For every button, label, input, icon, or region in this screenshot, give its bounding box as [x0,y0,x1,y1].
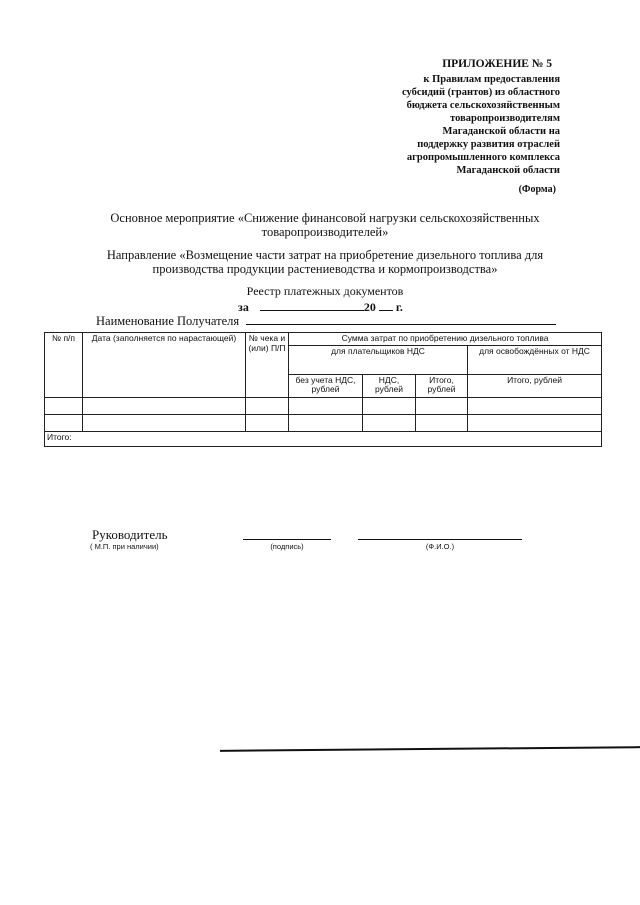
scan-artifact-line [220,746,640,752]
table-cell[interactable] [45,414,83,431]
appendix-line: Магаданской области на [442,126,560,137]
table-cell[interactable] [289,414,363,431]
col-check-header: № чека и (или) П/П [246,333,289,398]
signature-title: Руководитель [92,527,168,542]
sub-without-vat-header: без учета НДС, рублей [289,374,363,397]
payment-registry-table [44,332,602,447]
table-cell[interactable] [83,397,246,414]
direction-heading [90,248,560,276]
sub-vat-header: НДС, рублей [363,374,416,397]
sub-total-header: Итого, рублей [416,374,468,397]
direction-line-2: производства продукции растениеводства и кормопроизводства» [152,262,498,276]
total-row [45,431,602,446]
appendix-line: Магаданской области [456,165,560,176]
appendix-header [350,58,560,177]
appendix-line: товаропроизводителям [450,113,560,124]
appendix-line: агропромышленного комплекса [406,152,560,163]
direction-line-1: Направление «Возмещение части затрат на приобретение дизельного топлива для [106,248,544,262]
table-cell[interactable] [416,414,468,431]
period-prefix: за [238,300,249,314]
stamp-note: ( М.П. при наличии) [90,542,159,551]
year-field[interactable] [379,299,393,311]
table-cell[interactable] [83,414,246,431]
sub-exempt-total-header: Итого, рублей [468,374,602,397]
recipient-field[interactable] [246,313,556,325]
table-cell[interactable] [246,397,289,414]
registry-title: Реестр платежных документов [246,284,404,298]
activity-line-2: товаропроизводителей» [261,225,389,239]
form-label: (Форма) [518,184,556,195]
table-cell[interactable] [468,397,602,414]
col-number-header: № п/п [45,333,83,398]
col-sum-header: Сумма затрат по приобретению дизельного топлива [289,333,602,346]
full-name-caption: (Ф.И.О.) [425,542,455,551]
table-cell[interactable] [246,414,289,431]
period-year: 20 [363,300,376,314]
recipient-line [96,313,556,329]
table-cell[interactable] [416,397,468,414]
table-cell[interactable] [45,397,83,414]
vat-exempt-header: для освобождённых от НДС [468,345,602,374]
table-cell[interactable] [289,397,363,414]
period-suffix: г. [395,300,403,314]
appendix-title: ПРИЛОЖЕНИЕ № 5 [442,58,552,70]
activity-heading [90,211,560,239]
recipient-label: Наименование Получателя [96,314,240,328]
vat-payers-header: для плательщиков НДС [289,345,468,374]
signature-field[interactable] [243,539,331,540]
table-cell[interactable] [363,414,416,431]
total-label: Итого: [45,431,602,446]
appendix-line: к Правилам предоставления [423,74,560,85]
col-date-header: Дата (заполняется по нарастающей) [83,333,246,398]
appendix-line: поддержку развития отраслей [417,139,560,150]
table-row [45,414,602,431]
period-field[interactable] [260,299,364,311]
appendix-line: бюджета сельскохозяйственным [406,100,560,111]
signature-caption: (подпись) [270,542,304,551]
table-cell[interactable] [363,397,416,414]
table-row [45,397,602,414]
activity-line-1: Основное мероприятие «Снижение финансовой нагрузки сельскохозяйственных [110,211,540,225]
appendix-line: субсидий (грантов) из областного [402,87,560,98]
table-cell[interactable] [468,414,602,431]
full-name-field[interactable] [358,539,522,540]
